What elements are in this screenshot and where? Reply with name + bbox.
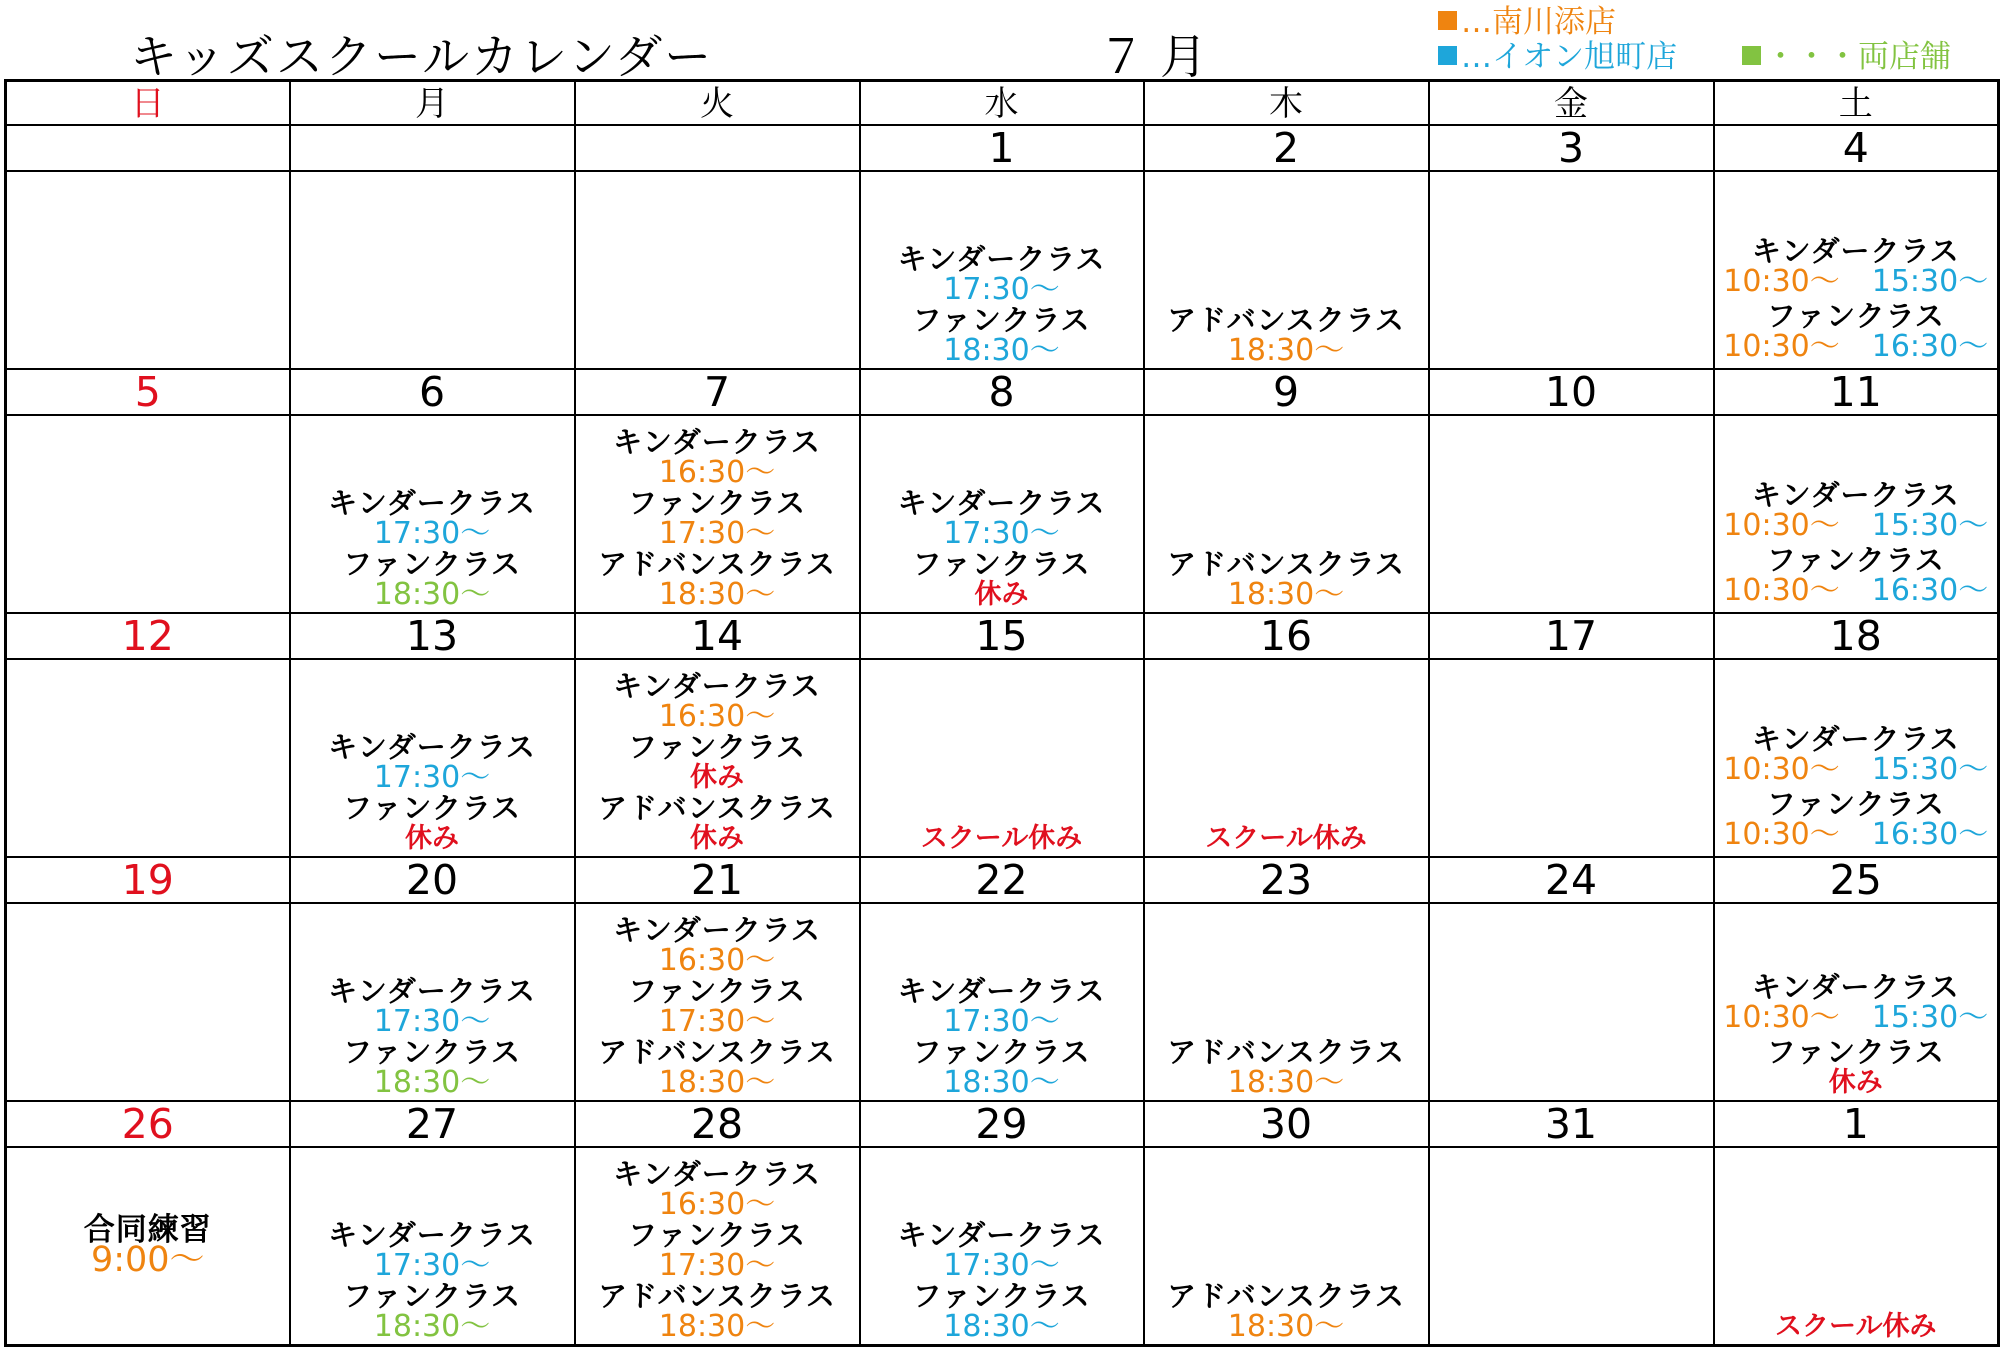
- class-name: キンダークラス: [897, 486, 1106, 520]
- class-name: ファンクラス: [912, 1279, 1091, 1313]
- legend-item-minamikawazoe: [1438, 5, 1616, 39]
- schedule-cell-wed: [860, 903, 1144, 1101]
- class-time: 18:30～: [943, 332, 1060, 368]
- class-time: 9:00～: [90, 1240, 205, 1280]
- closed-notice: 休み: [1828, 1066, 1883, 1098]
- class-name: キンダークラス: [613, 669, 821, 703]
- time-pair: [1715, 816, 1998, 855]
- schedule-cell-tue: [575, 903, 860, 1101]
- date-number-tue: 28: [575, 1101, 860, 1147]
- schedule-cell-mon: [290, 415, 575, 613]
- class-name: キンダークラス: [328, 974, 536, 1008]
- green-square-icon: [1742, 46, 1761, 65]
- orange-square-icon: [1438, 11, 1457, 30]
- class-name: ファンクラス: [628, 1218, 806, 1252]
- class-name: アドバンスクラス: [1167, 1035, 1405, 1069]
- class-time: 18:30～: [373, 1308, 491, 1344]
- weekday-thu: 木: [1144, 81, 1429, 126]
- schedule-cell-wed: [860, 415, 1144, 613]
- calendar-title: キッズスクールカレンダー: [130, 30, 714, 85]
- schedule-cell-mon: [290, 1147, 575, 1346]
- class-name: キンダークラス: [613, 425, 821, 459]
- date-number-wed: 15: [860, 613, 1144, 659]
- class-name: キンダークラス: [613, 1157, 821, 1191]
- legend-label: ・・・両店舗: [1765, 39, 1951, 75]
- class-name: ファンクラス: [343, 547, 521, 581]
- schedule-cell-fri: [1429, 415, 1714, 613]
- weekday-sun: 日: [6, 81, 290, 126]
- date-number-tue: 7: [575, 369, 860, 415]
- date-number-fri: 24: [1429, 857, 1714, 903]
- date-number-sat: 18: [1714, 613, 1999, 659]
- class-time: 18:30～: [658, 576, 776, 612]
- date-number-mon: 27: [290, 1101, 575, 1147]
- time-aeon-asahimachi: 16:30～: [1871, 816, 1989, 852]
- class-time: 16:30～: [658, 942, 776, 978]
- schedule-cell-mon: [290, 903, 575, 1101]
- schedule-cell-sat: [1714, 171, 1999, 369]
- date-number-tue: 21: [575, 857, 860, 903]
- class-time: 17:30～: [658, 1003, 776, 1039]
- date-number-mon: [290, 125, 575, 171]
- time-pair: [1715, 328, 1998, 367]
- date-number-sat: 4: [1714, 125, 1999, 171]
- time-pair: [1715, 751, 1998, 790]
- closed-notice: スクール休み: [920, 822, 1083, 854]
- date-number-fri: 17: [1429, 613, 1714, 659]
- class-time: 18:30～: [658, 1308, 776, 1344]
- date-number-mon: 6: [290, 369, 575, 415]
- schedule-cell-sat: [1714, 659, 1999, 857]
- date-number-thu: 16: [1144, 613, 1429, 659]
- closed-notice: スクール休み: [1205, 822, 1367, 854]
- date-number-sun: [6, 125, 290, 171]
- class-name: キンダークラス: [613, 913, 821, 947]
- date-number-row: [6, 369, 1999, 415]
- schedule-cell-thu: [1144, 1147, 1429, 1346]
- weekday-fri: 金: [1429, 81, 1714, 126]
- date-number-thu: 30: [1144, 1101, 1429, 1147]
- class-name: アドバンスクラス: [1167, 547, 1405, 581]
- class-name: キンダークラス: [1751, 478, 1960, 512]
- time-minamikawazoe: 10:30～: [1723, 572, 1840, 608]
- class-time: 18:30～: [943, 1064, 1060, 1100]
- class-name: アドバンスクラス: [598, 791, 836, 825]
- schedule-cell-thu: [1144, 415, 1429, 613]
- schedule-row: [6, 415, 1999, 613]
- closed-notice: 休み: [690, 822, 744, 854]
- schedule-cell-sat: [1714, 1147, 1999, 1346]
- class-time: 17:30～: [373, 1003, 491, 1039]
- weekday-sat: 土: [1714, 81, 1999, 126]
- class-name: ファンクラス: [628, 730, 806, 764]
- schedule-cell-thu: [1144, 171, 1429, 369]
- class-name: ファンクラス: [1766, 299, 1945, 333]
- date-number-wed: 29: [860, 1101, 1144, 1147]
- schedule-cell-sun: [6, 1147, 290, 1346]
- date-number-row: [6, 125, 1999, 171]
- schedule-cell-wed: [860, 659, 1144, 857]
- schedule-cell-sat: [1714, 415, 1999, 613]
- legend-item-aeon-asahimachi: [1438, 40, 1677, 74]
- class-time: 18:30～: [658, 1064, 776, 1100]
- class-name: ファンクラス: [628, 486, 806, 520]
- date-number-sat: 11: [1714, 369, 1999, 415]
- class-name: キンダークラス: [1751, 234, 1960, 268]
- time-minamikawazoe: 10:30～: [1723, 751, 1840, 787]
- date-number-wed: 1: [860, 125, 1144, 171]
- schedule-cell-sun: [6, 171, 290, 369]
- schedule-cell-sun: [6, 659, 290, 857]
- class-name: キンダークラス: [1751, 722, 1960, 756]
- closed-notice: 休み: [690, 761, 744, 793]
- weekday-mon: 月: [290, 81, 575, 126]
- time-pair: [1715, 572, 1998, 611]
- class-time: 18:30～: [1227, 1308, 1345, 1344]
- class-time: 18:30～: [943, 1308, 1060, 1344]
- date-number-row: [6, 857, 1999, 903]
- date-number-thu: 23: [1144, 857, 1429, 903]
- class-time: 17:30～: [658, 1247, 776, 1283]
- class-time: 16:30～: [658, 698, 776, 734]
- class-time: 18:30～: [1227, 576, 1345, 612]
- date-number-mon: 13: [290, 613, 575, 659]
- class-name: キンダークラス: [897, 242, 1106, 276]
- date-number-sun: 12: [6, 613, 290, 659]
- date-number-fri: 31: [1429, 1101, 1714, 1147]
- schedule-cell-sat: [1714, 903, 1999, 1101]
- schedule-cell-tue: [575, 171, 860, 369]
- date-number-row: [6, 613, 1999, 659]
- schedule-cell-fri: [1429, 903, 1714, 1101]
- time-aeon-asahimachi: 15:30～: [1871, 507, 1989, 543]
- schedule-cell-sun: [6, 415, 290, 613]
- class-time: 18:30～: [1227, 1064, 1345, 1100]
- weekday-tue: 火: [575, 81, 860, 126]
- time-aeon-asahimachi: 15:30～: [1871, 751, 1989, 787]
- class-time: 18:30～: [373, 1064, 491, 1100]
- schedule-cell-thu: [1144, 903, 1429, 1101]
- time-minamikawazoe: 10:30～: [1723, 263, 1840, 299]
- class-name: ファンクラス: [1766, 1035, 1945, 1069]
- schedule-cell-mon: [290, 171, 575, 369]
- class-time: 17:30～: [943, 271, 1060, 307]
- class-name: キンダークラス: [1751, 970, 1960, 1004]
- class-name: ファンクラス: [912, 547, 1091, 581]
- class-time: 16:30～: [658, 1186, 776, 1222]
- class-time: 17:30～: [373, 759, 491, 795]
- schedule-cell-tue: [575, 1147, 860, 1346]
- class-name: アドバンスクラス: [598, 1035, 836, 1069]
- time-pair: [1715, 263, 1998, 302]
- class-name: ファンクラス: [343, 791, 521, 825]
- schedule-cell-fri: [1429, 1147, 1714, 1346]
- class-name: 合同練習: [83, 1211, 212, 1248]
- date-number-tue: 14: [575, 613, 860, 659]
- time-aeon-asahimachi: 15:30～: [1871, 263, 1989, 299]
- month-label: ７ 月: [1098, 30, 1207, 85]
- class-time: 17:30～: [943, 515, 1060, 551]
- blue-square-icon: [1438, 46, 1457, 65]
- date-number-fri: 10: [1429, 369, 1714, 415]
- closed-notice: 休み: [405, 822, 459, 854]
- date-number-sun: 19: [6, 857, 290, 903]
- class-name: ファンクラス: [343, 1035, 521, 1069]
- class-time: 16:30～: [658, 454, 776, 490]
- time-aeon-asahimachi: 16:30～: [1871, 572, 1989, 608]
- time-minamikawazoe: 10:30～: [1723, 999, 1840, 1035]
- date-number-tue: [575, 125, 860, 171]
- class-name: ファンクラス: [628, 974, 806, 1008]
- date-number-row: [6, 1101, 1999, 1147]
- schedule-cell-fri: [1429, 659, 1714, 857]
- schedule-cell-mon: [290, 659, 575, 857]
- schedule-cell-tue: [575, 659, 860, 857]
- date-number-thu: 9: [1144, 369, 1429, 415]
- closed-notice: 休み: [974, 578, 1029, 610]
- class-name: キンダークラス: [897, 1218, 1106, 1252]
- legend-item-both-stores: [1742, 40, 1951, 74]
- class-time: 17:30～: [943, 1003, 1060, 1039]
- schedule-cell-tue: [575, 415, 860, 613]
- time-minamikawazoe: 10:30～: [1723, 507, 1840, 543]
- class-name: アドバンスクラス: [598, 547, 836, 581]
- class-name: キンダークラス: [897, 974, 1106, 1008]
- time-minamikawazoe: 10:30～: [1723, 816, 1840, 852]
- class-name: アドバンスクラス: [1167, 1279, 1405, 1313]
- class-name: ファンクラス: [912, 1035, 1091, 1069]
- class-name: ファンクラス: [912, 303, 1091, 337]
- class-time: 18:30～: [1227, 332, 1345, 368]
- class-time: 17:30～: [373, 1247, 491, 1283]
- schedule-row: [6, 659, 1999, 857]
- schedule-cell-fri: [1429, 171, 1714, 369]
- class-name: キンダークラス: [328, 486, 536, 520]
- schedule-row: [6, 1147, 1999, 1346]
- class-time: 17:30～: [658, 515, 776, 551]
- time-aeon-asahimachi: 16:30～: [1871, 328, 1989, 364]
- legend-label: …イオン旭町店: [1461, 39, 1678, 75]
- class-time: 17:30～: [373, 515, 491, 551]
- date-number-fri: 3: [1429, 125, 1714, 171]
- time-pair: [1715, 507, 1998, 546]
- class-name: アドバンスクラス: [1167, 303, 1405, 337]
- time-minamikawazoe: 10:30～: [1723, 328, 1840, 364]
- class-name: ファンクラス: [343, 1279, 521, 1313]
- calendar-table: [4, 79, 2000, 1347]
- class-name: キンダークラス: [328, 1218, 536, 1252]
- schedule-cell-sun: [6, 903, 290, 1101]
- schedule-row: [6, 903, 1999, 1101]
- date-number-wed: 8: [860, 369, 1144, 415]
- date-number-sun: 26: [6, 1101, 290, 1147]
- date-number-sat: 25: [1714, 857, 1999, 903]
- class-name: キンダークラス: [328, 730, 536, 764]
- class-name: ファンクラス: [1766, 787, 1945, 821]
- date-number-thu: 2: [1144, 125, 1429, 171]
- date-number-sun: 5: [6, 369, 290, 415]
- schedule-cell-thu: [1144, 659, 1429, 857]
- class-name: アドバンスクラス: [598, 1279, 836, 1313]
- time-pair: [1715, 999, 1998, 1038]
- date-number-mon: 20: [290, 857, 575, 903]
- date-number-wed: 22: [860, 857, 1144, 903]
- time-aeon-asahimachi: 15:30～: [1871, 999, 1989, 1035]
- schedule-cell-wed: [860, 1147, 1144, 1346]
- legend-label: …南川添店: [1461, 4, 1616, 40]
- class-time: 17:30～: [943, 1247, 1060, 1283]
- weekday-header-row: [6, 81, 1999, 126]
- class-name: ファンクラス: [1766, 543, 1945, 577]
- weekday-wed: 水: [860, 81, 1144, 126]
- schedule-row: [6, 171, 1999, 369]
- date-number-sat: 1: [1714, 1101, 1999, 1147]
- schedule-cell-wed: [860, 171, 1144, 369]
- class-time: 18:30～: [373, 576, 491, 612]
- closed-notice: スクール休み: [1775, 1310, 1937, 1342]
